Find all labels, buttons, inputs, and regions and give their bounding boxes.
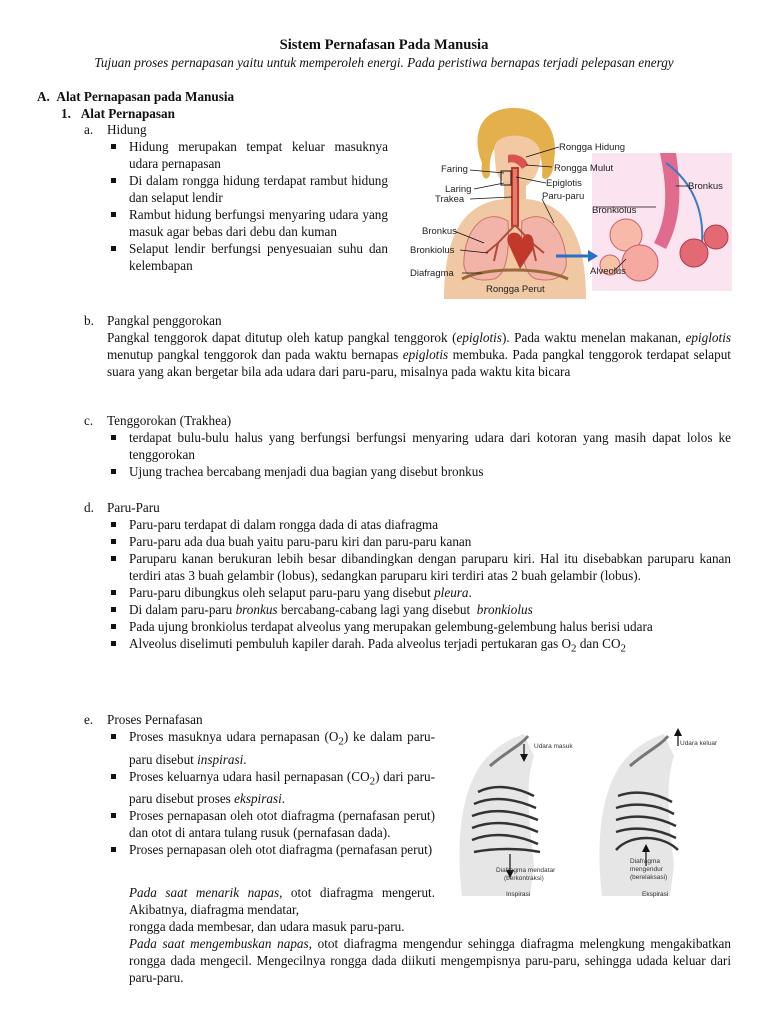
label-udara-masuk: Udara masuk — [534, 743, 573, 750]
label-rongga-mulut: Rongga Mulut — [554, 163, 614, 174]
subscript: 2 — [620, 642, 626, 655]
list-item: Proses pernapasan oleh otot diafragma (pernafasan perut) — [107, 841, 435, 858]
text-run: . — [468, 585, 472, 600]
text-run: Di dalam paru-paru — [129, 602, 236, 617]
label-laring: Laring — [445, 184, 472, 195]
section-a-heading — [37, 88, 234, 105]
label-bronkus-left: Bronkus — [422, 226, 457, 237]
text-run: dan CO — [576, 636, 621, 651]
term-pleura: pleura — [434, 585, 469, 600]
list-item: Selaput lendir berfungsi penyesuaian suhu dan kelembapan — [107, 240, 388, 274]
term-menarik-napas: Pada saat menarik napas, — [129, 885, 283, 900]
label-alveolus: Alveolus — [590, 266, 626, 277]
term-bronkus: bronkus — [235, 602, 278, 617]
text-run: otot diafragma mengendur sehingga diafragma melengkung mengakibatkan rongga dada mengecil. Mengecilnya rongga dada diikuti mengempisnya paru-paru, sehingga udada keluar dari paru-paru. — [129, 936, 731, 985]
text-run: menutup pangkal tenggorok dan pada waktu bernapas — [107, 347, 403, 362]
list-item: Proses pernapasan oleh otot diafragma (pernafasan perut) dan otot di antara tulang rusuk (pernafasan dada). — [107, 807, 435, 841]
label-faring: Faring — [441, 164, 468, 175]
label-bronkus-right: Bronkus — [688, 181, 723, 192]
text-run: ) ke dalam paru-paru disebut — [129, 729, 435, 767]
label-diafragma: Diafragma — [630, 858, 660, 865]
label-trakea: Trakea — [435, 194, 465, 205]
item-c-list — [107, 429, 731, 480]
item-d-label: Paru-Paru — [107, 500, 160, 515]
subsection-1-marker: 1. — [61, 106, 71, 121]
label-berkontraksi: (berkontraksi) — [504, 875, 544, 882]
term-bronkiolus: bronkiolus — [476, 602, 533, 617]
label-berelaksasi: (berelaksasi) — [630, 874, 668, 881]
item-a-marker: a. — [84, 122, 94, 137]
list-item: Hidung merupakan tempat keluar masuknya udara pernapasan — [107, 138, 388, 172]
list-item: Paruparu kanan berukuran lebih besar dibandingkan dengan paruparu kiri. Hal itu disebabkan paruparu kanan terdiri atas 3 buah gelambir (lobus), sedangkan paruparu kiri terdiri atas 2 buah gelambir (lobus). — [107, 550, 731, 584]
subscript: 2 — [338, 735, 344, 748]
label-diafragma: Diafragma — [410, 268, 454, 279]
term-mengembuskan-napas: Pada saat mengembuskan napas, — [129, 936, 312, 951]
subsection-1-heading — [61, 105, 175, 122]
text-run: . — [243, 751, 247, 767]
list-item: Rambut hidung berfungsi menyaring udara yang masuk agar bebas dari debu dan kuman — [107, 206, 388, 240]
label-bronkiolus-right: Bronkiolus — [592, 205, 637, 216]
alveolus-cluster-3 — [680, 239, 708, 267]
item-e-label: Proses Pernafasan — [107, 712, 203, 727]
item-e-list — [107, 728, 435, 858]
list-item — [107, 584, 731, 601]
label-udara-keluar: Udara keluar — [680, 740, 718, 747]
item-d-list — [107, 516, 731, 658]
alveolus-cluster-2 — [622, 245, 658, 281]
item-b-label: Pangkal penggorokan — [107, 313, 222, 328]
list-item — [107, 768, 435, 808]
list-item — [107, 601, 731, 618]
text-run: . — [281, 791, 286, 807]
text-run: otot diafragma mengerut. Akibatnya, diafragma mendatar, — [129, 885, 435, 917]
subsection-1-label: Alat Pernapasan — [80, 106, 175, 121]
item-a-list — [107, 138, 388, 274]
label-ekspirasi: Ekspirasi — [642, 891, 669, 898]
list-item — [107, 728, 435, 768]
item-b-paragraph — [107, 329, 731, 380]
label-inspirasi: Inspirasi — [506, 891, 531, 898]
subscript: 2 — [571, 642, 577, 655]
text-run: bercabang-cabang lagi yang disebut — [277, 602, 477, 617]
item-b-marker: b. — [84, 313, 94, 328]
section-a-label: Alat Pernapasan pada Manusia — [56, 89, 235, 104]
text-run: Proses keluarnya udara hasil pernapasan (CO — [129, 768, 370, 784]
text-run: membuka. Pada pangkal tenggorok terdapat selaput suara yang akan bergetar bila ada udara dari paru-paru, misalnya pada waktu kita bicara — [107, 347, 731, 379]
label-rongga-perut: Rongga Perut — [486, 284, 545, 295]
text-run: Proses masuknya udara pernapasan (O — [129, 729, 339, 744]
item-d-marker: d. — [84, 500, 94, 515]
term-epiglotis: epiglotis — [402, 347, 449, 362]
label-rongga-hidung: Rongga Hidung — [559, 142, 626, 153]
exhale-paragraph — [129, 935, 731, 986]
label-diafragma-mendatar: Diafragma mendatar — [496, 867, 556, 874]
label-paru-paru: Paru-paru — [542, 191, 585, 202]
text-run: Alveolus diselimuti pembuluh kapiler darah. Pada alveolus terjadi pertukaran gas O — [129, 636, 572, 651]
item-c-marker: c. — [84, 413, 94, 428]
text-run: ). Pada waktu menelan makanan, — [501, 330, 686, 345]
item-c-label: Tenggorokan (Trakhea) — [107, 413, 232, 428]
inhale-paragraph-end: rongga dada membesar, dan udara masuk paru-paru. — [129, 919, 405, 934]
term-epiglotis: epiglotis — [685, 330, 731, 345]
text-run: Paru-paru dibungkus oleh selaput paru-paru yang disebut — [129, 585, 435, 600]
respiratory-system-figure — [404, 103, 740, 299]
list-item — [107, 635, 731, 658]
list-item: Di dalam rongga hidung terdapat rambut hidung dan selaput lendir — [107, 172, 388, 206]
alveolus-cluster-4 — [704, 225, 728, 249]
section-a-marker: A. — [37, 89, 50, 104]
breathing-process-figure — [450, 726, 734, 902]
list-item: Paru-paru terdapat di dalam rongga dada di atas diafragma — [107, 516, 731, 533]
label-bronkiolus-left: Bronkiolus — [410, 245, 455, 256]
inhale-paragraph — [129, 884, 435, 918]
list-item: Pada ujung bronkiolus terdapat alveolus yang merupakan gelembung-gelembung halus berisi udara — [107, 618, 731, 635]
text-run: Pangkal tenggorok dapat ditutup oleh katup pangkal tenggorok ( — [107, 330, 457, 345]
subscript: 2 — [369, 775, 376, 788]
document-title: Sistem Pernafasan Pada Manusia — [279, 37, 489, 53]
label-mengendur: mengendur — [630, 866, 663, 873]
list-item: Paru-paru ada dua buah yaitu paru-paru kiri dan paru-paru kanan — [107, 533, 731, 550]
text-run: ) dari paru-paru disebut proses — [129, 768, 435, 807]
item-a-label: Hidung — [107, 122, 147, 137]
term-epiglotis: epiglotis — [456, 330, 502, 345]
list-item: Ujung trachea bercabang menjadi dua bagian yang disebut bronkus — [107, 463, 731, 480]
term-ekspirasi: ekspirasi — [234, 791, 282, 807]
item-e-marker: e. — [84, 712, 94, 727]
term-inspirasi: inspirasi — [197, 751, 244, 767]
list-item: terdapat bulu-bulu halus yang berfungsi berfungsi menyaring udara dari kotoran yang masih dapat lolos ke tenggorokan — [107, 429, 731, 463]
document-subtitle: Tujuan proses pernapasan yaitu untuk memperoleh energi. Pada peristiwa bernapas terjadi pelepasan energy — [94, 55, 674, 70]
label-epiglotis: Epiglotis — [546, 178, 582, 189]
